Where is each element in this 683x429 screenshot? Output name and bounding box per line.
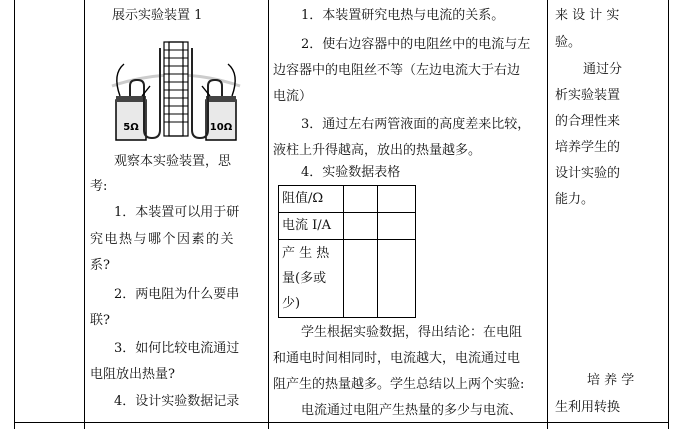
right-line-4: 析实验装置 (555, 88, 621, 103)
apparatus-title: 展示实验装置 1 (112, 8, 203, 23)
resistor-label-10ohm: 10Ω (209, 122, 233, 133)
heat-label-line-2: 量(多或 (282, 271, 327, 286)
right-line-6: 培养学生的 (555, 140, 621, 155)
step-2-line-3: 电流） (273, 89, 313, 104)
table-row-current: 电流 I/A (279, 213, 344, 240)
table-cell[interactable] (377, 186, 415, 213)
question-1-line-3: 系? (90, 258, 110, 273)
step-3-line-1: 3．通过左右两管液面的高度差来比较， (301, 117, 531, 132)
question-3-line-2: 电阻放出热量? (90, 367, 175, 382)
right-line-7: 设计实验的 (555, 166, 621, 181)
table-border-left (14, 0, 15, 429)
table-row-resistance: 阻值/Ω (279, 186, 344, 213)
right-line-3: 通过分 (583, 62, 623, 77)
question-1-line-1: 1．本装置可以用于研 (114, 205, 240, 220)
step-2-line-1: 2．使右边容器中的电阻丝中的电流与左 (301, 37, 531, 52)
heat-label-line-1: 产 生 热 (282, 246, 330, 261)
table-cell[interactable] (377, 213, 415, 240)
conclusion-line-4: 电流通过电阻产生热量的多少与电流、 (301, 403, 523, 418)
question-4-line-1: 4．设计实验数据记录 (114, 394, 240, 409)
table-cell[interactable] (343, 240, 377, 318)
question-2-line-2: 联? (90, 313, 110, 328)
table-cell[interactable] (343, 213, 377, 240)
right-line-8: 能力。 (555, 192, 595, 207)
question-1-line-2: 究电热与哪个因素的关 (90, 232, 236, 247)
right-bottom-line-2: 生利用转换 (555, 400, 621, 415)
prompt-line-1: 观察本实验装置，思 (114, 154, 232, 169)
step-2-line-2: 边容器中的电阻丝不等（左边电流大于右边 (273, 63, 521, 78)
right-line-2: 验。 (555, 35, 582, 50)
conclusion-line-1: 学生根据实验数据，得出结论：在电阻 (301, 325, 523, 340)
column-divider-3 (547, 0, 548, 429)
prompt-line-2: 考: (90, 179, 108, 194)
heat-label-line-3: 少) (282, 296, 301, 311)
table-cell[interactable] (343, 186, 377, 213)
conclusion-line-2: 和通电时间相同时，电流越大，电流通过电 (273, 351, 521, 366)
column-divider-1 (84, 0, 85, 429)
question-3-line-1: 3．如何比较电流通过 (114, 341, 240, 356)
question-2-line-1: 2．两电阻为什么要串 (114, 287, 240, 302)
right-bottom-line-1: 培 养 学 (587, 373, 635, 388)
step-1: 1．本装置研究电热与电流的关系。 (301, 8, 505, 23)
right-line-5: 的合理性来 (555, 114, 621, 129)
data-table (278, 185, 416, 318)
apparatus-figure (106, 34, 246, 142)
table-row-heat (279, 240, 344, 318)
table-border-right (668, 0, 669, 429)
step-4: 4．实验数据表格 (301, 165, 401, 180)
right-line-1: 来 设 计 实 (555, 8, 620, 23)
conclusion-line-3: 阻产生的热量越多。学生总结以上两个实验: (273, 377, 525, 392)
column-divider-2 (268, 0, 269, 429)
table-cell[interactable] (377, 240, 415, 318)
step-3-line-2: 液柱上升得越高，放出的热量越多。 (273, 143, 482, 158)
resistor-label-5ohm: 5Ω (123, 122, 139, 133)
